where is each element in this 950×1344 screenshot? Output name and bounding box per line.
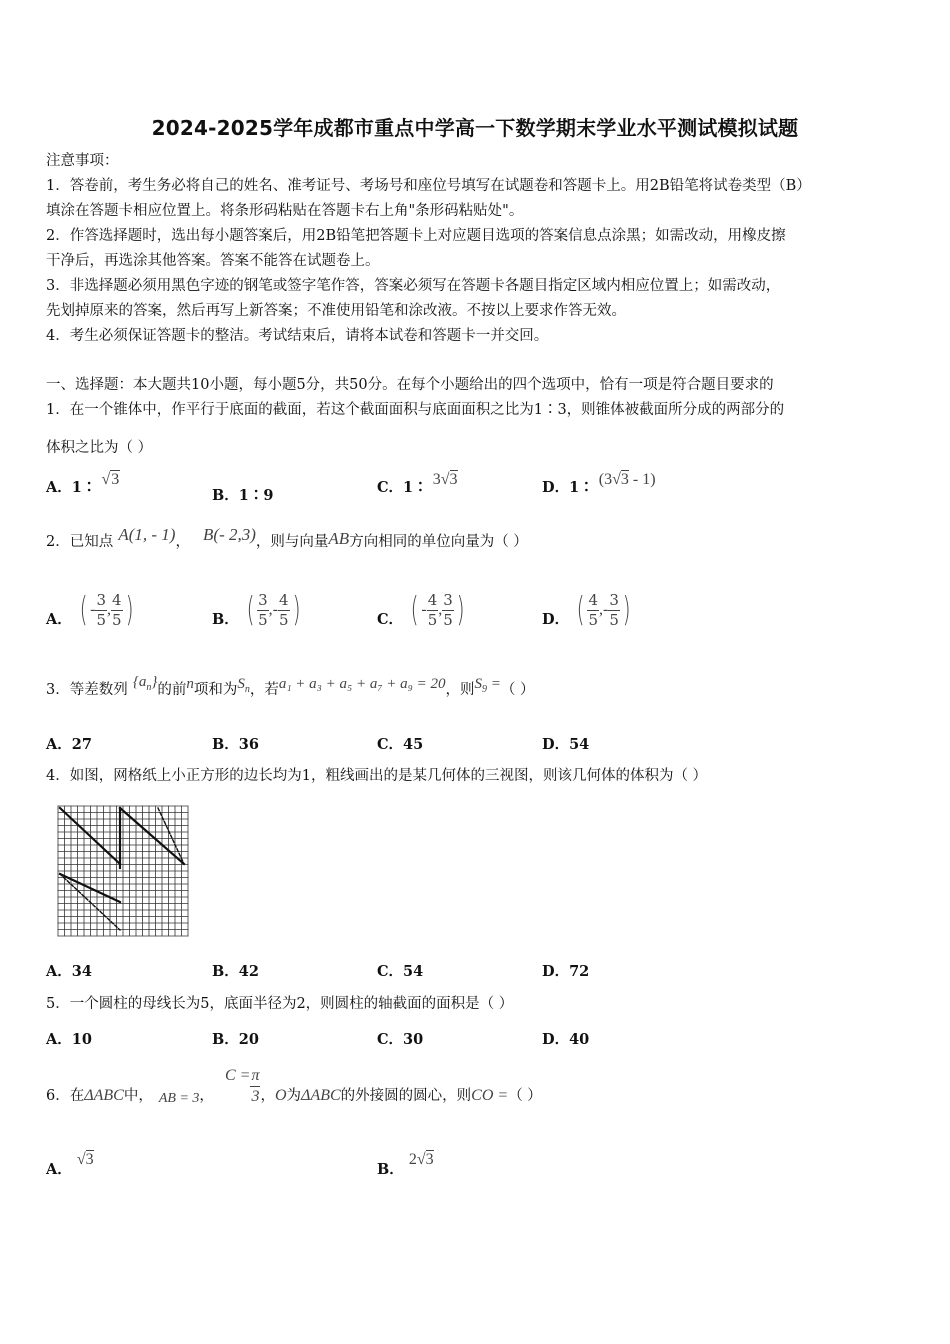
q3-equation: a₁ + a₃ + a₅ + a₇ + a₉ = 20 — [278, 676, 446, 692]
q6-option-a[interactable]: A． √3 — [46, 1151, 94, 1178]
q3-option-a[interactable]: A．27 — [46, 736, 92, 753]
q6-option-b-math: 2√3 — [408, 1151, 434, 1168]
q1-option-b[interactable]: B．1∶9 — [212, 487, 274, 504]
q2-vector-ab: AB — [328, 529, 350, 548]
notice-line-7: 4．考生必须保证答题卡的整洁。考试结束后，请将本试卷和答题卡一并交回。 — [46, 328, 549, 344]
page-title: 2024-2025学年成都市重点中学高一下数学期末学业水平测试模拟试题 — [151, 116, 799, 140]
q3-sequence: $\{a_n\}$ — [132, 674, 158, 693]
notice-heading: 注意事项： — [46, 153, 119, 169]
q2-option-c[interactable]: C． ( - $\frac{4}{5}$ , $\frac{3}{5}$ ) — [377, 590, 465, 630]
q1-option-c[interactable] — [377, 471, 458, 497]
q1-option-c-math: 3√3 — [432, 471, 458, 488]
q1-option-c-label: C．1∶ — [377, 479, 428, 496]
q3-option-d[interactable]: D．54 — [542, 736, 590, 753]
q1-text-line2: 体积之比为（ ） — [46, 440, 153, 456]
q3-sum: $S_n$ — [237, 676, 250, 695]
q1-text-line1: 1．在一个锥体中，作平行于底面的截面，若这个截面面积与底面面积之比为1∶3，则锥体被截面所分成的两部分的 — [46, 402, 785, 418]
q3-stem: 3．等差数列 $\{a_n\}$的前n项和为$S_n$，若a₁ + a₃ + a₅ + a₇ + a₉ = 20，则$S_9$ =（ ） — [46, 674, 535, 698]
q1-option-a-math: √3 — [101, 471, 120, 488]
q1-option-a[interactable] — [46, 471, 120, 497]
q2-point-a: A(1, - 1) — [118, 525, 176, 544]
notice-line-4: 干净后，再选涂其他答案。答案不能答在试题卷上。 — [46, 253, 380, 269]
q5-option-a[interactable]: A．10 — [46, 1031, 92, 1048]
q3-s9: $S_9$ = — [474, 676, 501, 695]
q6-option-b[interactable]: B． 2√3 — [377, 1151, 434, 1178]
section-heading: 一、选择题：本大题共10小题，每小题5分，共50分。在每个小题给出的四个选项中，恰有一项是符合题目要求的 — [46, 377, 774, 393]
q2-option-a[interactable]: A． ( - $\frac{3}{5}$ , $\frac{4}{5}$ ) — [46, 590, 134, 630]
q5-option-c[interactable]: C．30 — [377, 1031, 424, 1048]
q5-option-b[interactable]: B．20 — [212, 1031, 259, 1048]
q2-option-b[interactable]: B． ( $\frac{3}{5}$ , - $\frac{4}{5}$ ) — [212, 590, 301, 630]
q3-option-b[interactable]: B．36 — [212, 736, 259, 753]
q6-stem: 6．在ΔABC中， AB = 3， C = $\frac{\pi}{3}$ ，O为ΔABC的外接圆的圆心，则CO =（ ） — [46, 1067, 542, 1106]
q1-option-d-math: (3√3 - 1) — [598, 471, 656, 488]
q6-option-a-math: √3 — [76, 1151, 94, 1168]
q4-option-a[interactable]: A．34 — [46, 963, 92, 980]
q3-option-c[interactable]: C．45 — [377, 736, 424, 753]
q4-option-b[interactable]: B．42 — [212, 963, 259, 980]
q1-option-d-label: D．1∶ — [542, 479, 594, 496]
notice-line-2: 填涂在答题卡相应位置上。将条形码粘贴在答题卡右上角"条形码粘贴处"。 — [46, 203, 524, 219]
notice-line-3: 2．作答选择题时，选出每小题答案后，用2B铅笔把答题卡上对应题目选项的答案信息点涂黑；如需改动，用橡皮擦 — [46, 228, 786, 244]
notice-line-1: 1．答卷前，考生务必将自己的姓名、准考证号、考场号和座位号填写在试题卷和答题卡上。用2B铅笔将试卷类型（B） — [46, 178, 811, 194]
q1-option-d[interactable] — [542, 471, 656, 497]
notice-line-5: 3．非选择题必须用黑色字迹的钢笔或签字笔作答，答案必须写在答题卡各题目指定区域内相应位置上；如需改动， — [46, 278, 781, 294]
q2-point-b: B(- 2,3) — [203, 525, 256, 544]
q4-option-c[interactable]: C．54 — [377, 963, 424, 980]
q1-option-a-label: A．1∶ — [46, 479, 97, 496]
q4-text: 4．如图，网格纸上小正方形的边长均为1，粗线画出的是某几何体的三视图，则该几何体的体积为（ ） — [46, 768, 708, 784]
q2-option-d[interactable]: D． ( $\frac{4}{5}$ , - $\frac{3}{5}$ ) — [542, 590, 631, 630]
q2-stem: 2．已知点 A(1, - 1)， B(- 2,3)，则与向量AB方向相同的单位向量为（ ） — [46, 525, 528, 550]
q5-text: 5．一个圆柱的母线长为5，底面半径为2，则圆柱的轴截面的面积是（ ） — [46, 996, 514, 1012]
q5-option-d[interactable]: D．40 — [542, 1031, 590, 1048]
notice-line-6: 先划掉原来的答案，然后再写上新答案；不准使用铅笔和涂改液。不按以上要求作答无效。 — [46, 303, 626, 319]
three-view-grid-figure — [54, 802, 192, 940]
q4-option-d[interactable]: D．72 — [542, 963, 590, 980]
